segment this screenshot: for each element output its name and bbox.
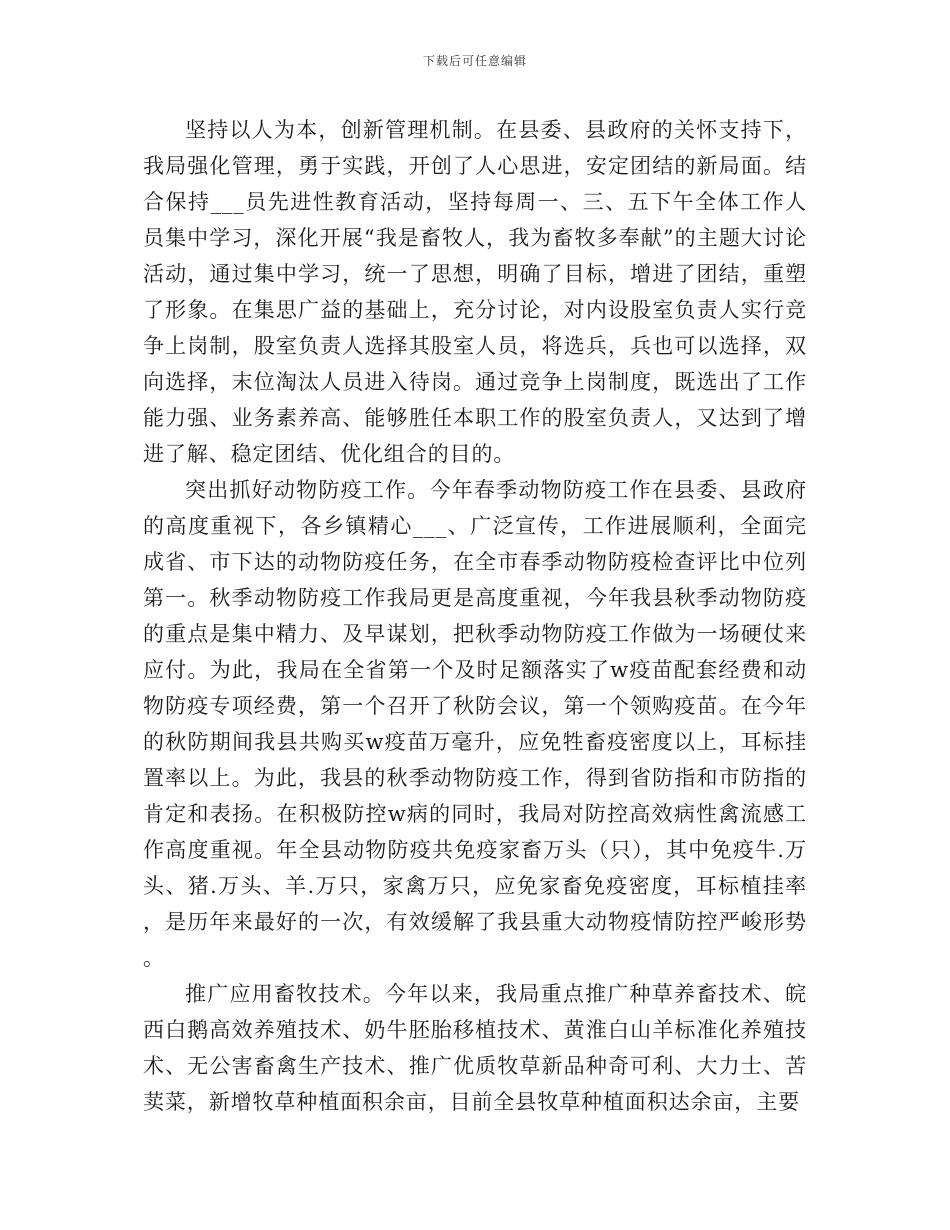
page-header: 下载后可任意编辑 (422, 54, 527, 68)
document-body (143, 112, 807, 1120)
paragraph-epidemic-prevention: 突出抓好动物防疫工作。今年春季动物防疫工作在县委、县政府的高度重视下，各乡镇精心___、广泛宣传，工作进展顺利，全面完成省、市下达的动物防疫任务，在全市春季动物防疫检查评比中位列第一。秋季动物防疫工作我局更是高度重视，今年我县秋季动物防疫的重点是集中精力、及早谋划，把秋季动物防疫工作做为一场硬仗来应付。为此，我局在全省第一个及时足额落实了w疫苗配套经费和动物防疫专项经费，第一个召开了秋防会议，第一个领购疫苗。在今年的秋防期间我县共购买w疫苗万毫升，应免牲畜疫密度以上，耳标挂置率以上。为此，我县的秋季动物防疫工作，得到省防指和市防指的肯定和表扬。在积极防控w病的同时，我局对防控高效病性禽流感工作高度重视。年全县动物防疫共免疫家畜万头（只），其中免疫牛.万头、猪.万头、羊.万只，家禽万只，应免家畜免疫密度，耳标植挂率，是历年来最好的一次，有效缓解了我县重大动物疫情防控严峻形势。 (143, 478, 807, 970)
paragraph-technology: 推广应用畜牧技术。今年以来，我局重点推广种草养畜技术、皖西白鹅高效养殖技术、奶牛胚胎移植技术、黄淮白山羊标准化养殖技术、无公害畜禽生产技术、推广优质牧草新品种奇可利、大力士、苦荬菜，新增牧草种植面积余亩，目前全县牧草种植面积达余亩，主要 (143, 982, 807, 1114)
paragraph-management: 坚持以人为本，创新管理机制。在县委、县政府的关怀支持下，我局强化管理，勇于实践，开创了人心思进，安定团结的新局面。结合保持___员先进性教育活动，坚持每周一、三、五下午全体工作人员集中学习，深化开展“我是畜牧人，我为畜牧多奉献”的主题大讨论活动，通过集中学习，统一了思想，明确了目标，增进了团结，重塑了形象。在集思广益的基础上，充分讨论，对内设股室负责人实行竞争上岗制，股室负责人选择其股室人员，将选兵，兵也可以选择，双向选择，末位淘汰人员进入待岗。通过竞争上岗制度，既选出了工作能力强、业务素养高、能够胜任本职工作的股室负责人，又达到了增进了解、稳定团结、优化组合的目的。 (143, 118, 807, 466)
